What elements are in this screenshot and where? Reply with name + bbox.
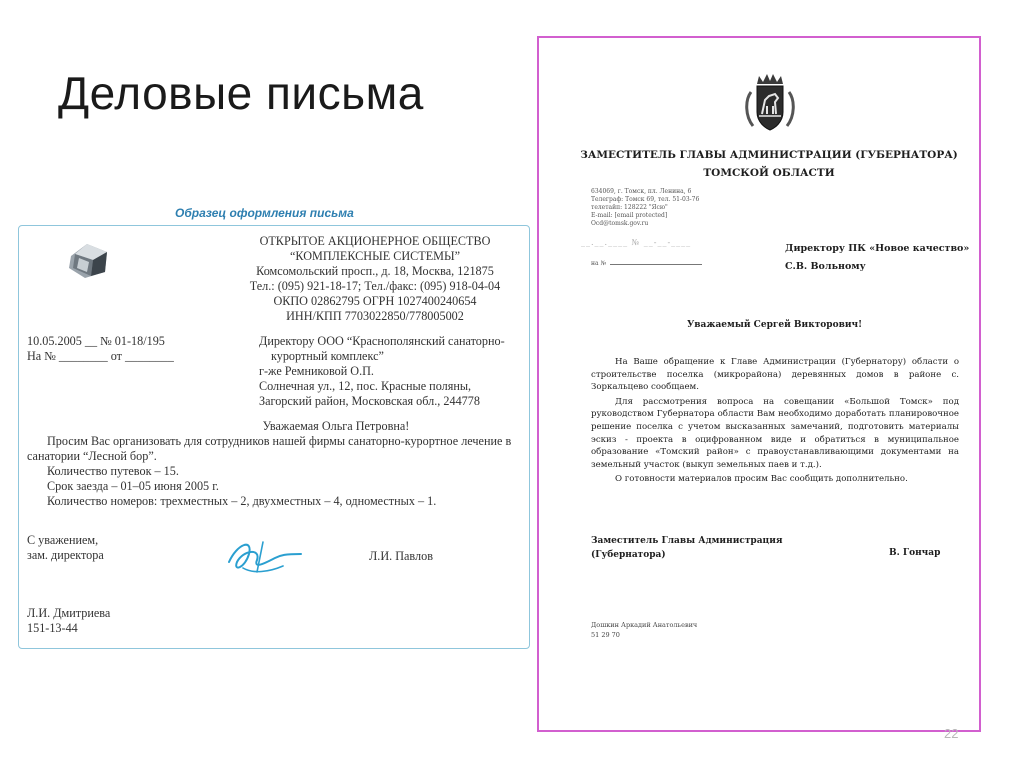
reg-line: На № ________ от ________ [27,349,174,363]
closing-block [27,533,104,563]
executor-line: 151-13-44 [27,621,78,635]
letter-body [27,419,525,509]
body-paragraph: Количество номеров: трехместных – 2, двухместных – 4, одноместных – 1. [47,494,437,508]
executor-block [27,606,110,636]
signer-title-line: (Губернатора) [591,550,666,560]
body-paragraph: Срок заезда – 01–05 июня 2005 г. [47,479,219,493]
closing-line: зам. директора [27,548,104,562]
tomsk-coat-of-arms-icon [745,72,795,134]
official-letter [537,36,981,732]
addressee-line: Директору ООО “Краснополянский санаторно- [259,334,505,348]
official-executor [591,620,697,640]
contact-line: телетайп: 128222 "Ясю" [591,204,668,211]
closing-line: С уважением, [27,533,99,547]
org-line: “КОМПЛЕКСНЫЕ СИСТЕМЫ” [289,249,461,263]
signer-title [591,534,783,562]
org-line: Тел.: (095) 921-18-17; Тел./факс: (095) 918-04-04 [249,279,501,293]
addressee-line: курортный комплекс” [271,349,384,363]
body-paragraph: На Ваше обращение к Главе Администрации (Губернатору) области о строительстве поселка (микрорайона) деревянных домов в районе с. Зоркальцево сообщаем. [591,357,959,393]
contact-details [591,188,699,228]
header-line: ТОМСКОЙ ОБЛАСТИ [703,167,835,179]
official-body [591,356,959,488]
official-addressee [785,240,969,276]
contact-line: Телеграф: Томск 69, тел. 51-03-76 [591,196,700,203]
company-logo-icon [65,238,113,282]
contact-line: Ocd@tomsk.gov.ru [591,220,649,227]
reg-line: 10.05.2005 __ № 01-18/195 [27,334,165,348]
reference-prefix: на № [591,260,607,267]
sample-letter-caption: Образец оформления письма [175,206,354,220]
body-paragraph: Количество путевок – 15. [47,464,179,478]
registration-stamp: __.__.____ № __-__-____ [581,238,692,247]
sender-organization [239,234,511,324]
executor-line: 51 29 70 [591,631,620,639]
addressee-line: Солнечная ул., 12, пос. Красные поляны, [259,379,472,393]
org-line: ОКПО 02862795 ОГРН 1027400240654 [273,294,477,308]
official-header [579,146,959,182]
body-paragraph: Для рассмотрения вопроса на совещании «Большой Томск» под руководством Губернатора области Вам необходимо доработать планировочное решение поселка с учетом высказанных замечаний, подготовить материалы эскиз - проекта в оцифрованном виде и обратиться в муниципальное образование «Томский район» с правоустанавливающими документами на земельный участок (выкуп земельных паев и т.д.). [591,396,959,470]
body-paragraph: Просим Вас организовать для сотрудников нашей фирмы санаторно-курортное лечение в санатории “Лесной бор”. [27,434,512,463]
addressee-line: Загорский район, Московская обл., 244778 [259,394,480,408]
slide-title: Деловые письма [58,67,424,119]
reference-number-line [591,260,702,267]
addressee-line: Директору ПК «Новое качество» [785,243,970,254]
registration-details [27,334,174,364]
org-line: Комсомольский просп., д. 18, Москва, 121875 [256,264,494,278]
addressee-line: С.В. Вольному [785,261,866,272]
handwritten-signature-icon [223,532,305,580]
signer-title-line: Заместитель Главы Администрация [591,536,783,546]
org-line: ОТКРЫТОЕ АКЦИОНЕРНОЕ ОБЩЕСТВО [259,234,491,248]
addressee-line: г-же Ремниковой О.П. [259,364,374,378]
signer-name: Л.И. Павлов [369,549,433,563]
slide-number: 22 [944,726,959,741]
addressee-block [259,334,505,409]
executor-line: Дошкин Аркадий Анатольевич [591,621,698,629]
salutation: Уважаемая Ольга Петровна! [262,419,410,433]
body-paragraph: О готовности материалов просим Вас сообщить дополнительно. [615,474,908,485]
executor-line: Л.И. Дмитриева [27,606,111,620]
official-greeting: Уважаемый Сергей Викторович! [687,320,863,330]
contact-line: E-mail: [email protected] [591,212,668,219]
org-line: ИНН/КПП 7703022850/778005002 [286,309,464,323]
official-signer-name: В. Гончар [889,548,941,558]
header-line: ЗАМЕСТИТЕЛЬ ГЛАВЫ АДМИНИСТРАЦИИ (ГУБЕРНАТОРА) [580,149,958,161]
sample-letter [18,225,530,649]
contact-line: 634069, г. Томск, пл. Ленина, 6 [591,188,692,195]
